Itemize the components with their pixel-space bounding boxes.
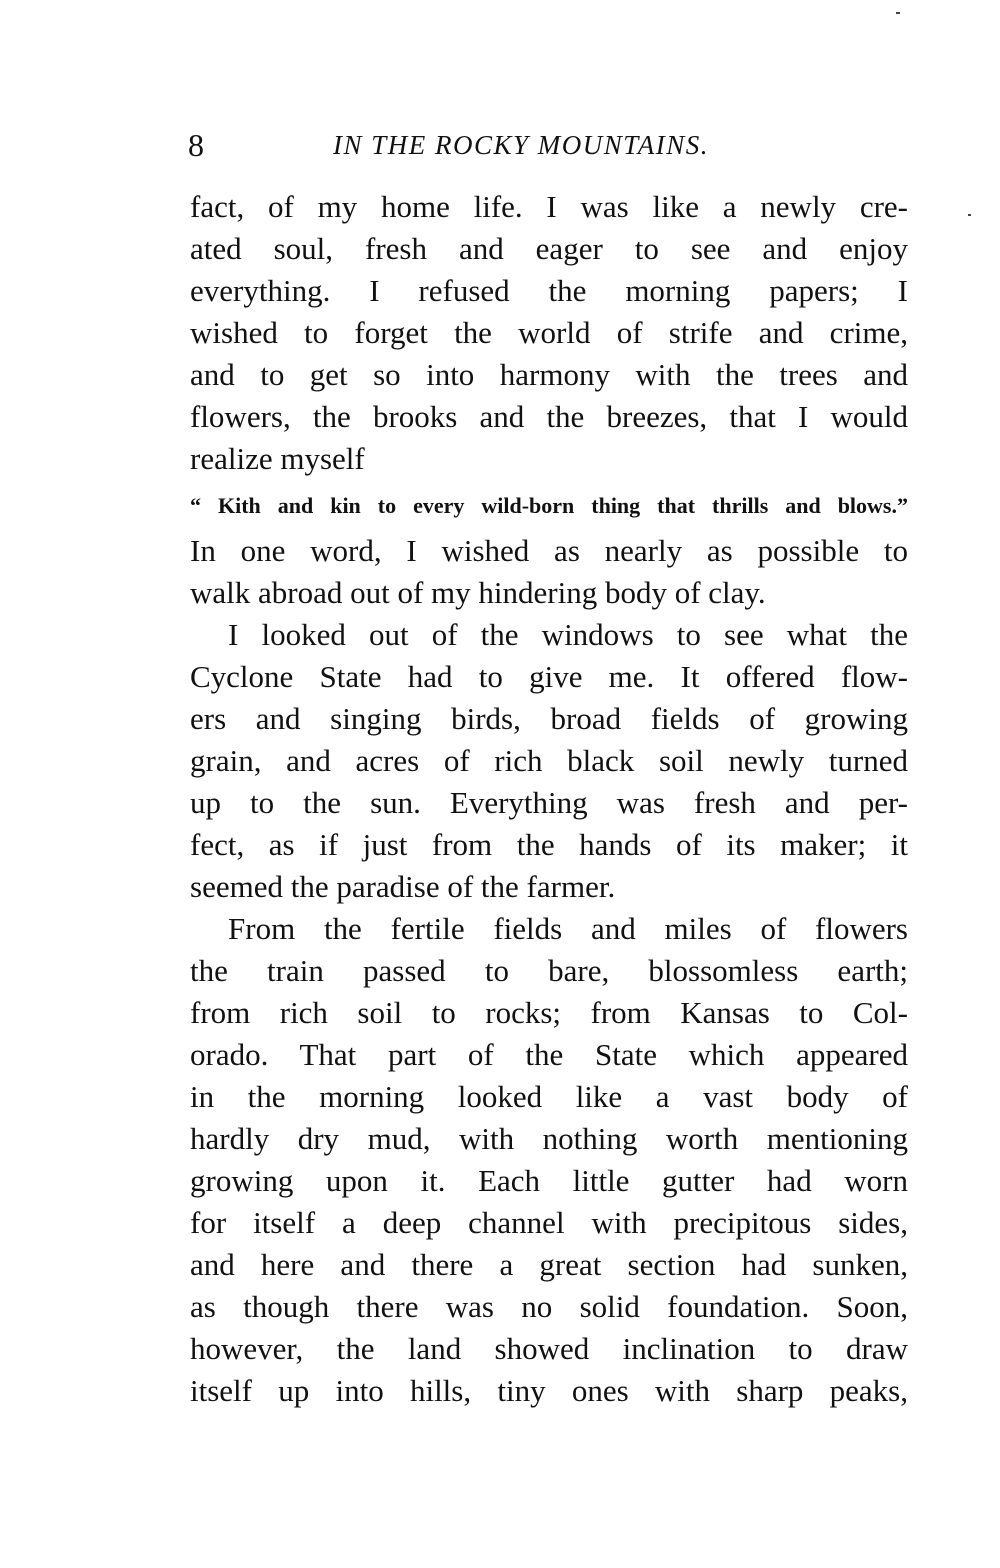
body-text xyxy=(190,186,908,1412)
text-line: orado. That part of the State which appeared xyxy=(190,1037,908,1072)
text-line: wished to forget the world of strife and crime, xyxy=(190,315,908,350)
text-line: fact, of my home life. I was like a newly cre- xyxy=(190,189,908,224)
text-line: hardly dry mud, with nothing worth mentioning xyxy=(190,1121,908,1156)
paper-speck xyxy=(968,214,971,216)
text-line: and to get so into harmony with the trees and xyxy=(190,357,908,392)
text-line: as though there was no solid foundation. Soon, xyxy=(190,1289,908,1324)
text-line: walk abroad out of my hindering body of clay. xyxy=(190,575,766,610)
text-line: and here and there a great section had sunken, xyxy=(190,1247,908,1282)
text-line: ers and singing birds, broad fields of growing xyxy=(190,701,908,736)
text-line: in the morning looked like a vast body of xyxy=(190,1079,908,1114)
text-line: from rich soil to rocks; from Kansas to Col- xyxy=(190,995,908,1030)
text-line: itself up into hills, tiny ones with sharp peaks, xyxy=(190,1373,908,1408)
text-line: flowers, the brooks and the breezes, that I would xyxy=(190,399,908,434)
text-line: realize myself xyxy=(190,441,365,476)
text-line: everything. I refused the morning papers; I xyxy=(190,273,908,308)
text-line: Cyclone State had to give me. It offered flow- xyxy=(190,659,908,694)
running-title: IN THE ROCKY MOUNTAINS. xyxy=(333,130,710,160)
paragraph-first-line: I looked out of the windows to see what the xyxy=(228,617,908,652)
paragraph-first-line: From the fertile fields and miles of flowers xyxy=(228,911,908,946)
page-number: 8 xyxy=(188,127,204,163)
text-line: seemed the paradise of the farmer. xyxy=(190,869,616,904)
text-line: ated soul, fresh and eager to see and enjoy xyxy=(190,231,908,266)
verse-quotation: “ Kith and kin to every wild-born thing that thrills and blows.” xyxy=(190,493,908,518)
text-line: the train passed to bare, blossomless earth; xyxy=(190,953,908,988)
text-line: grain, and acres of rich black soil newly turned xyxy=(190,743,908,778)
text-line: for itself a deep channel with precipitous sides, xyxy=(190,1205,908,1240)
text-line: up to the sun. Everything was fresh and per- xyxy=(190,785,908,820)
paper-speck xyxy=(896,12,900,14)
text-line: In one word, I wished as nearly as possible to xyxy=(190,533,908,568)
page-header xyxy=(188,122,908,168)
text-line: growing upon it. Each little gutter had worn xyxy=(190,1163,908,1198)
text-line: fect, as if just from the hands of its maker; it xyxy=(190,827,908,862)
text-line: however, the land showed inclination to draw xyxy=(190,1331,908,1366)
